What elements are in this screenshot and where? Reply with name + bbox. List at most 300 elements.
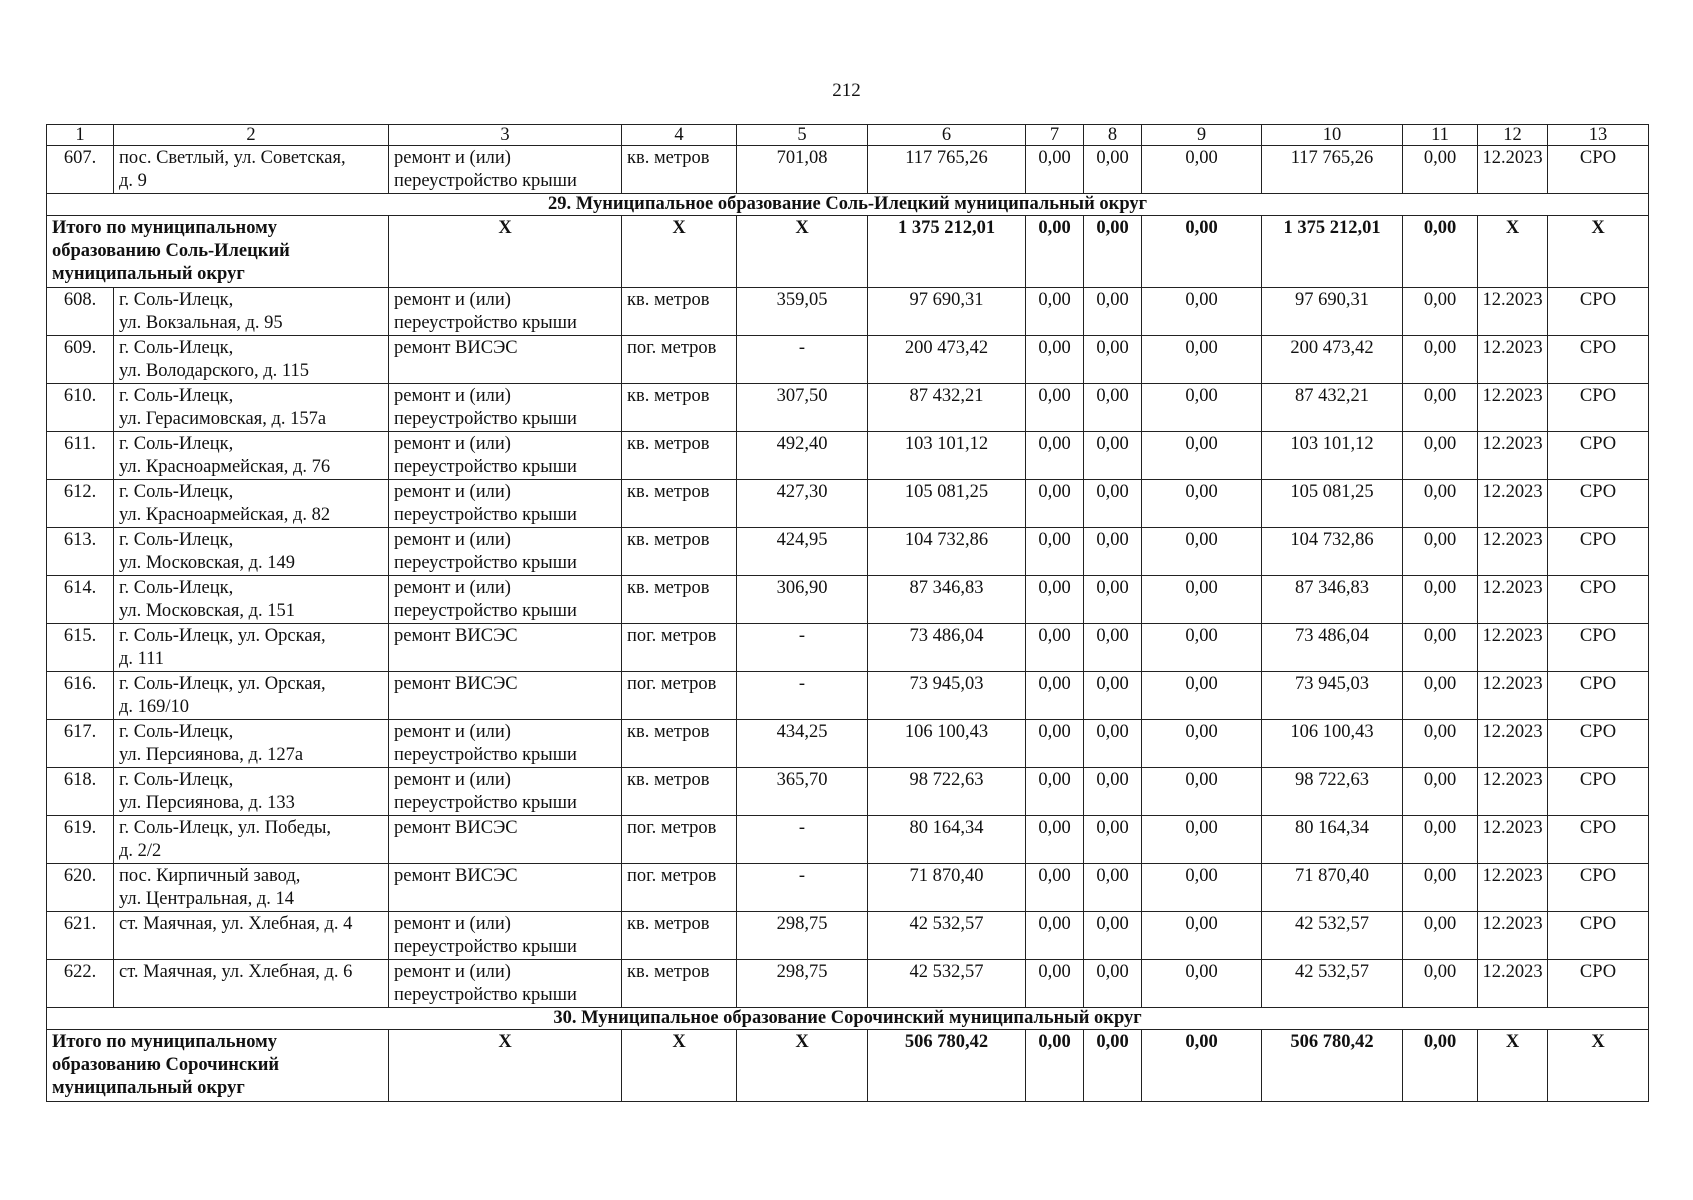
address-cell	[114, 672, 389, 720]
volume-cell: 427,30	[737, 480, 868, 528]
header-cell: 9	[1142, 125, 1262, 146]
total-cost-cell: 97 690,31	[868, 288, 1026, 336]
table-row	[47, 288, 1649, 336]
work-line: переустройство крыши	[394, 937, 577, 957]
total-cost-cell: 200 473,42	[868, 336, 1026, 384]
header-cell: 7	[1026, 125, 1084, 146]
executor-cell: СРО	[1548, 146, 1649, 194]
unit-cell: пог. метров	[622, 816, 737, 864]
header-cell: 2	[114, 125, 389, 146]
executor-cell: СРО	[1548, 576, 1649, 624]
address-cell	[114, 864, 389, 912]
volume-cell: -	[737, 864, 868, 912]
page-number: 212	[832, 80, 861, 101]
col10-cell: 87 346,83	[1262, 576, 1403, 624]
work-line: ремонт и (или)	[394, 290, 511, 310]
total-cost-cell: 87 432,21	[868, 384, 1026, 432]
unit-cell: кв. метров	[622, 480, 737, 528]
address-line: г. Соль-Илецк,	[119, 290, 234, 310]
executor-cell: СРО	[1548, 528, 1649, 576]
header-cell: 5	[737, 125, 868, 146]
row-number: 615.	[47, 624, 114, 672]
subtotal-row	[47, 216, 1649, 288]
col9-cell: 0,00	[1142, 624, 1262, 672]
table-row	[47, 864, 1649, 912]
executor-cell: СРО	[1548, 768, 1649, 816]
unit-cell: кв. метров	[622, 720, 737, 768]
subtotal-total: 1 375 212,01	[868, 216, 1026, 288]
work-line: переустройство крыши	[394, 313, 577, 333]
executor-cell: СРО	[1548, 672, 1649, 720]
col7-cell: 0,00	[1026, 768, 1084, 816]
col8-cell: 0,00	[1084, 480, 1142, 528]
address-line: ул. Центральная, д. 14	[119, 889, 295, 909]
volume-cell: 492,40	[737, 432, 868, 480]
col7-cell: 0,00	[1026, 432, 1084, 480]
table-row	[47, 480, 1649, 528]
unit-cell: кв. метров	[622, 912, 737, 960]
address-line: г. Соль-Илецк,	[119, 530, 234, 550]
subtotal-col8: 0,00	[1084, 216, 1142, 288]
executor-cell: СРО	[1548, 480, 1649, 528]
date-cell: 12.2023	[1478, 336, 1548, 384]
col10-cell: 73 486,04	[1262, 624, 1403, 672]
address-cell	[114, 336, 389, 384]
col11-cell: 0,00	[1403, 816, 1478, 864]
work-line: ремонт и (или)	[394, 770, 511, 790]
date-cell: 12.2023	[1478, 624, 1548, 672]
row-number: 614.	[47, 576, 114, 624]
address-line: г. Соль-Илецк,	[119, 338, 234, 358]
col10-cell: 105 081,25	[1262, 480, 1403, 528]
col11-cell: 0,00	[1403, 432, 1478, 480]
subtotal-col10: 1 375 212,01	[1262, 216, 1403, 288]
total-cost-cell: 105 081,25	[868, 480, 1026, 528]
col9-cell: 0,00	[1142, 672, 1262, 720]
col11-cell: 0,00	[1403, 528, 1478, 576]
address-cell	[114, 432, 389, 480]
subtotal-label: Итого по муниципальному образованию Сорочинский муниципальный округ	[47, 1030, 389, 1102]
col10-cell: 87 432,21	[1262, 384, 1403, 432]
work-line: переустройство крыши	[394, 745, 577, 765]
address-cell	[114, 288, 389, 336]
address-line: г. Соль-Илецк, ул. Победы,	[119, 818, 332, 838]
address-line: ул. Красноармейская, д. 82	[119, 505, 331, 525]
work-type-cell	[389, 768, 622, 816]
address-line: ул. Персиянова, д. 127а	[119, 745, 304, 765]
col11-cell: 0,00	[1403, 480, 1478, 528]
date-cell: 12.2023	[1478, 146, 1548, 194]
row-number: 612.	[47, 480, 114, 528]
address-line: ст. Маячная, ул. Хлебная, д. 4	[119, 914, 353, 934]
col9-cell: 0,00	[1142, 816, 1262, 864]
address-cell	[114, 960, 389, 1008]
date-cell: 12.2023	[1478, 864, 1548, 912]
section-heading-row	[47, 194, 1649, 216]
col9-cell: 0,00	[1142, 336, 1262, 384]
work-line: переустройство крыши	[394, 601, 577, 621]
table-row	[47, 432, 1649, 480]
subtotal-col13: X	[1548, 216, 1649, 288]
date-cell: 12.2023	[1478, 432, 1548, 480]
work-line: ремонт и (или)	[394, 530, 511, 550]
work-line: ремонт и (или)	[394, 386, 511, 406]
col8-cell: 0,00	[1084, 816, 1142, 864]
executor-cell: СРО	[1548, 912, 1649, 960]
header-cell: 13	[1548, 125, 1649, 146]
volume-cell: -	[737, 336, 868, 384]
unit-cell: пог. метров	[622, 864, 737, 912]
address-cell	[114, 528, 389, 576]
work-line: ремонт и (или)	[394, 578, 511, 598]
col8-cell: 0,00	[1084, 624, 1142, 672]
header-cell: 12	[1478, 125, 1548, 146]
table-row	[47, 624, 1649, 672]
col9-cell: 0,00	[1142, 528, 1262, 576]
volume-cell: 359,05	[737, 288, 868, 336]
subtotal-col8: 0,00	[1084, 1030, 1142, 1102]
work-line: ремонт и (или)	[394, 434, 511, 454]
header-cell: 3	[389, 125, 622, 146]
work-line: ремонт и (или)	[394, 722, 511, 742]
executor-cell: СРО	[1548, 384, 1649, 432]
total-cost-cell: 103 101,12	[868, 432, 1026, 480]
col8-cell: 0,00	[1084, 768, 1142, 816]
total-cost-cell: 42 532,57	[868, 912, 1026, 960]
work-type-cell	[389, 720, 622, 768]
table-row	[47, 528, 1649, 576]
volume-cell: 701,08	[737, 146, 868, 194]
address-line: г. Соль-Илецк,	[119, 578, 234, 598]
col11-cell: 0,00	[1403, 720, 1478, 768]
col9-cell: 0,00	[1142, 432, 1262, 480]
date-cell: 12.2023	[1478, 768, 1548, 816]
table-row	[47, 672, 1649, 720]
work-type-cell	[389, 384, 622, 432]
executor-cell: СРО	[1548, 816, 1649, 864]
work-type-cell	[389, 336, 622, 384]
volume-cell: 298,75	[737, 912, 868, 960]
volume-cell: 365,70	[737, 768, 868, 816]
total-cost-cell: 73 945,03	[868, 672, 1026, 720]
col7-cell: 0,00	[1026, 576, 1084, 624]
col8-cell: 0,00	[1084, 336, 1142, 384]
col9-cell: 0,00	[1142, 384, 1262, 432]
subtotal-total: 506 780,42	[868, 1030, 1026, 1102]
address-line: ул. Московская, д. 149	[119, 553, 296, 573]
address-line: г. Соль-Илецк, ул. Орская,	[119, 674, 326, 694]
row-number: 621.	[47, 912, 114, 960]
col8-cell: 0,00	[1084, 384, 1142, 432]
table-row	[47, 576, 1649, 624]
work-type-cell	[389, 912, 622, 960]
col11-cell: 0,00	[1403, 576, 1478, 624]
header-cell: 10	[1262, 125, 1403, 146]
work-type-cell	[389, 528, 622, 576]
col8-cell: 0,00	[1084, 576, 1142, 624]
row-number: 619.	[47, 816, 114, 864]
date-cell: 12.2023	[1478, 288, 1548, 336]
address-line: ул. Красноармейская, д. 76	[119, 457, 331, 477]
total-cost-cell: 117 765,26	[868, 146, 1026, 194]
row-number: 616.	[47, 672, 114, 720]
col8-cell: 0,00	[1084, 288, 1142, 336]
unit-cell: пог. метров	[622, 624, 737, 672]
subtotal-col11: 0,00	[1403, 1030, 1478, 1102]
work-type-cell	[389, 960, 622, 1008]
subtotal-col3: X	[389, 216, 622, 288]
col7-cell: 0,00	[1026, 288, 1084, 336]
executor-cell: СРО	[1548, 432, 1649, 480]
subtotal-col12: X	[1478, 1030, 1548, 1102]
address-line: ул. Персиянова, д. 133	[119, 793, 295, 813]
col7-cell: 0,00	[1026, 672, 1084, 720]
unit-cell: кв. метров	[622, 576, 737, 624]
header-cell: 6	[868, 125, 1026, 146]
col10-cell: 117 765,26	[1262, 146, 1403, 194]
header-cell: 8	[1084, 125, 1142, 146]
address-line: д. 9	[119, 171, 147, 191]
col9-cell: 0,00	[1142, 960, 1262, 1008]
work-type-cell	[389, 288, 622, 336]
unit-cell: кв. метров	[622, 768, 737, 816]
col8-cell: 0,00	[1084, 912, 1142, 960]
col8-cell: 0,00	[1084, 146, 1142, 194]
address-cell	[114, 912, 389, 960]
subtotal-col4: X	[622, 216, 737, 288]
subtotal-col5: X	[737, 216, 868, 288]
col11-cell: 0,00	[1403, 768, 1478, 816]
col7-cell: 0,00	[1026, 336, 1084, 384]
subtotal-col9: 0,00	[1142, 216, 1262, 288]
subtotal-row	[47, 1030, 1649, 1102]
unit-cell: кв. метров	[622, 960, 737, 1008]
subtotal-col7: 0,00	[1026, 1030, 1084, 1102]
table-row	[47, 720, 1649, 768]
executor-cell: СРО	[1548, 624, 1649, 672]
row-number: 618.	[47, 768, 114, 816]
address-line: г. Соль-Илецк,	[119, 386, 234, 406]
table-row	[47, 384, 1649, 432]
work-line: ремонт и (или)	[394, 962, 511, 982]
subtotal-label: Итого по муниципальному образованию Соль-Илецкий муниципальный округ	[47, 216, 389, 288]
col10-cell: 97 690,31	[1262, 288, 1403, 336]
date-cell: 12.2023	[1478, 912, 1548, 960]
col10-cell: 104 732,86	[1262, 528, 1403, 576]
header-cell: 11	[1403, 125, 1478, 146]
col11-cell: 0,00	[1403, 384, 1478, 432]
col7-cell: 0,00	[1026, 146, 1084, 194]
volume-cell: 434,25	[737, 720, 868, 768]
section-heading: 30. Муниципальное образование Сорочинский муниципальный округ	[47, 1008, 1649, 1030]
volume-cell: 424,95	[737, 528, 868, 576]
col8-cell: 0,00	[1084, 672, 1142, 720]
col9-cell: 0,00	[1142, 720, 1262, 768]
subtotal-col4: X	[622, 1030, 737, 1102]
row-number: 609.	[47, 336, 114, 384]
volume-cell: -	[737, 816, 868, 864]
row-number: 611.	[47, 432, 114, 480]
date-cell: 12.2023	[1478, 576, 1548, 624]
address-line: г. Соль-Илецк,	[119, 770, 234, 790]
address-line: ст. Маячная, ул. Хлебная, д. 6	[119, 962, 353, 982]
work-type-cell	[389, 432, 622, 480]
volume-cell: 306,90	[737, 576, 868, 624]
table-row	[47, 960, 1649, 1008]
col9-cell: 0,00	[1142, 146, 1262, 194]
col8-cell: 0,00	[1084, 960, 1142, 1008]
col10-cell: 80 164,34	[1262, 816, 1403, 864]
subtotal-col3: X	[389, 1030, 622, 1102]
col11-cell: 0,00	[1403, 336, 1478, 384]
executor-cell: СРО	[1548, 960, 1649, 1008]
table-row	[47, 768, 1649, 816]
col10-cell: 42 532,57	[1262, 912, 1403, 960]
date-cell: 12.2023	[1478, 816, 1548, 864]
col7-cell: 0,00	[1026, 480, 1084, 528]
volume-cell: 307,50	[737, 384, 868, 432]
work-line: ремонт и (или)	[394, 482, 511, 502]
date-cell: 12.2023	[1478, 480, 1548, 528]
date-cell: 12.2023	[1478, 528, 1548, 576]
executor-cell: СРО	[1548, 336, 1649, 384]
unit-cell: пог. метров	[622, 672, 737, 720]
volume-cell: -	[737, 624, 868, 672]
col10-cell: 200 473,42	[1262, 336, 1403, 384]
col9-cell: 0,00	[1142, 768, 1262, 816]
work-type-cell	[389, 576, 622, 624]
address-line: г. Соль-Илецк,	[119, 434, 234, 454]
col7-cell: 0,00	[1026, 720, 1084, 768]
total-cost-cell: 73 486,04	[868, 624, 1026, 672]
row-number: 613.	[47, 528, 114, 576]
subtotal-col12: X	[1478, 216, 1548, 288]
work-type-cell	[389, 816, 622, 864]
volume-cell: -	[737, 672, 868, 720]
col8-cell: 0,00	[1084, 432, 1142, 480]
subtotal-col7: 0,00	[1026, 216, 1084, 288]
col7-cell: 0,00	[1026, 912, 1084, 960]
col7-cell: 0,00	[1026, 864, 1084, 912]
row-number: 610.	[47, 384, 114, 432]
col9-cell: 0,00	[1142, 480, 1262, 528]
unit-cell: кв. метров	[622, 288, 737, 336]
address-line: ул. Московская, д. 151	[119, 601, 296, 621]
work-type-cell	[389, 624, 622, 672]
address-line: пос. Кирпичный завод,	[119, 866, 301, 886]
col11-cell: 0,00	[1403, 912, 1478, 960]
address-line: ул. Герасимовская, д. 157а	[119, 409, 327, 429]
row-number: 607.	[47, 146, 114, 194]
address-cell	[114, 480, 389, 528]
date-cell: 12.2023	[1478, 384, 1548, 432]
work-line: переустройство крыши	[394, 553, 577, 573]
col7-cell: 0,00	[1026, 528, 1084, 576]
total-cost-cell: 104 732,86	[868, 528, 1026, 576]
work-line: ремонт ВИСЭС	[394, 338, 518, 358]
address-line: г. Соль-Илецк,	[119, 482, 234, 502]
subtotal-col9: 0,00	[1142, 1030, 1262, 1102]
col10-cell: 71 870,40	[1262, 864, 1403, 912]
subtotal-col10: 506 780,42	[1262, 1030, 1403, 1102]
address-cell	[114, 624, 389, 672]
unit-cell: кв. метров	[622, 432, 737, 480]
col10-cell: 42 532,57	[1262, 960, 1403, 1008]
col8-cell: 0,00	[1084, 528, 1142, 576]
col10-cell: 106 100,43	[1262, 720, 1403, 768]
col7-cell: 0,00	[1026, 624, 1084, 672]
unit-cell: пог. метров	[622, 336, 737, 384]
address-line: ул. Вокзальная, д. 95	[119, 313, 283, 333]
work-line: переустройство крыши	[394, 409, 577, 429]
address-cell	[114, 816, 389, 864]
address-line: г. Соль-Илецк, ул. Орская,	[119, 626, 326, 646]
col9-cell: 0,00	[1142, 576, 1262, 624]
col11-cell: 0,00	[1403, 288, 1478, 336]
work-line: переустройство крыши	[394, 457, 577, 477]
table-row	[47, 816, 1649, 864]
unit-cell: кв. метров	[622, 528, 737, 576]
col10-cell: 98 722,63	[1262, 768, 1403, 816]
date-cell: 12.2023	[1478, 960, 1548, 1008]
address-cell	[114, 146, 389, 194]
subtotal-col5: X	[737, 1030, 868, 1102]
address-cell	[114, 768, 389, 816]
address-line: д. 2/2	[119, 841, 162, 861]
work-line: ремонт и (или)	[394, 148, 511, 168]
address-line: д. 111	[119, 649, 165, 669]
address-line: пос. Светлый, ул. Советская,	[119, 148, 346, 168]
col9-cell: 0,00	[1142, 288, 1262, 336]
col11-cell: 0,00	[1403, 864, 1478, 912]
section-heading: 29. Муниципальное образование Соль-Илецкий муниципальный округ	[47, 194, 1649, 216]
address-cell	[114, 384, 389, 432]
subtotal-col11: 0,00	[1403, 216, 1478, 288]
col9-cell: 0,00	[1142, 864, 1262, 912]
total-cost-cell: 71 870,40	[868, 864, 1026, 912]
volume-cell: 298,75	[737, 960, 868, 1008]
address-line: д. 169/10	[119, 697, 190, 717]
work-line: переустройство крыши	[394, 985, 577, 1005]
table-row	[47, 146, 1649, 194]
total-cost-cell: 87 346,83	[868, 576, 1026, 624]
executor-cell: СРО	[1548, 864, 1649, 912]
work-line: ремонт ВИСЭС	[394, 866, 518, 886]
header-cell: 1	[47, 125, 114, 146]
address-cell	[114, 576, 389, 624]
work-line: ремонт ВИСЭС	[394, 818, 518, 838]
date-cell: 12.2023	[1478, 672, 1548, 720]
executor-cell: СРО	[1548, 288, 1649, 336]
col8-cell: 0,00	[1084, 720, 1142, 768]
work-type-cell	[389, 146, 622, 194]
work-type-cell	[389, 864, 622, 912]
col11-cell: 0,00	[1403, 624, 1478, 672]
address-line: г. Соль-Илецк,	[119, 722, 234, 742]
row-number: 617.	[47, 720, 114, 768]
work-line: ремонт ВИСЭС	[394, 674, 518, 694]
work-line: переустройство крыши	[394, 793, 577, 813]
work-line: переустройство крыши	[394, 505, 577, 525]
col10-cell: 73 945,03	[1262, 672, 1403, 720]
total-cost-cell: 42 532,57	[868, 960, 1026, 1008]
col11-cell: 0,00	[1403, 672, 1478, 720]
total-cost-cell: 98 722,63	[868, 768, 1026, 816]
section-heading-row	[47, 1008, 1649, 1030]
work-type-cell	[389, 672, 622, 720]
col11-cell: 0,00	[1403, 960, 1478, 1008]
address-line: ул. Володарского, д. 115	[119, 361, 309, 381]
